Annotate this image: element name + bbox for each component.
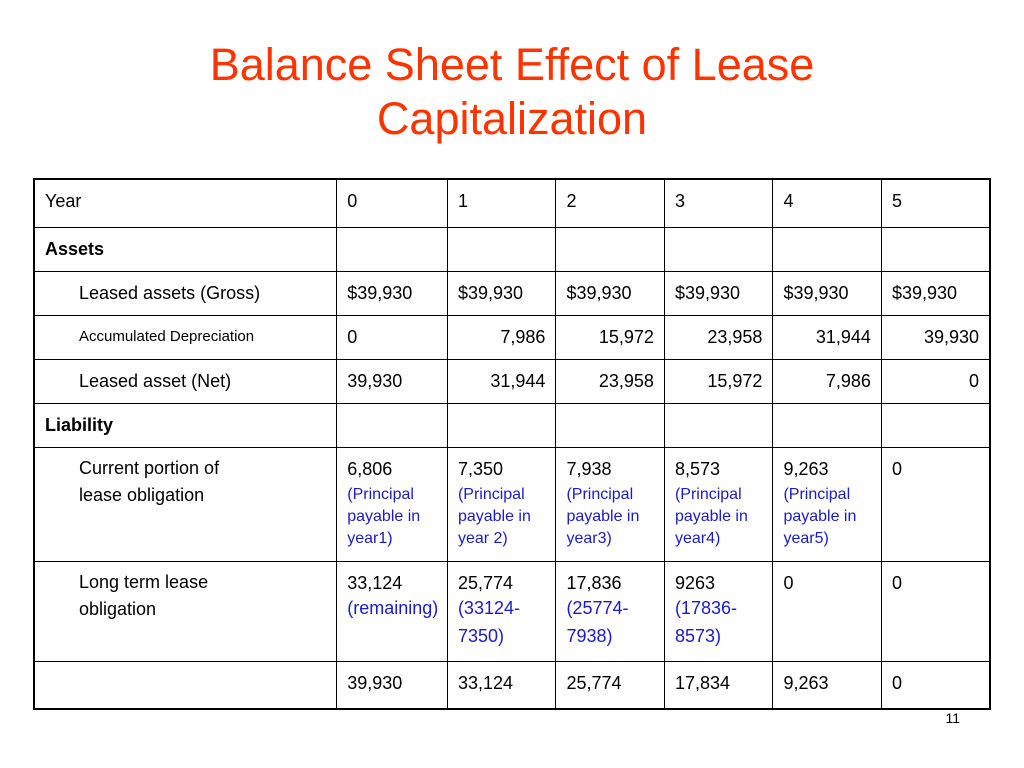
- table-cell: 39,930: [337, 359, 448, 403]
- table-row-current-portion: [34, 447, 990, 561]
- row-label-line: Current portion of: [79, 457, 220, 478]
- table-cell: 31,944: [447, 359, 556, 403]
- cell-value: 7,938: [566, 458, 612, 479]
- cell-value: 0: [891, 572, 902, 593]
- table-cell: 39,930: [337, 661, 448, 709]
- table-cell: [664, 447, 773, 561]
- cell-value: 0: [783, 572, 794, 593]
- section-label-liability: Liability: [34, 403, 337, 447]
- cell-note: (Principal payable in year4): [674, 485, 748, 547]
- table-row-assets: [34, 227, 990, 271]
- cell-note: (remaining): [347, 597, 439, 618]
- row-label: [34, 561, 337, 661]
- cell-note: (17836-8573): [674, 597, 737, 646]
- section-label-assets: Assets: [34, 227, 337, 271]
- table-cell: [337, 561, 448, 661]
- cell-value: 7,350: [457, 458, 503, 479]
- slide-title: [0, 38, 1024, 146]
- title-line-2: Capitalization: [376, 93, 648, 144]
- table-row-year: [34, 179, 990, 227]
- header-cell: Year: [34, 179, 337, 227]
- row-label-line: lease obligation: [79, 484, 205, 505]
- header-cell: 2: [556, 179, 665, 227]
- cell-value: 25,774: [457, 572, 513, 593]
- header-cell: 4: [773, 179, 882, 227]
- table-row-total: [34, 661, 990, 709]
- cell-value: 9263: [674, 572, 715, 593]
- table-cell: 0: [881, 661, 990, 709]
- table-cell: [337, 447, 448, 561]
- table-row-leased-net: [34, 359, 990, 403]
- page-number: 11: [945, 710, 960, 726]
- table-cell: [447, 561, 556, 661]
- cell-value: 6,806: [347, 458, 393, 479]
- table-cell: [773, 447, 882, 561]
- title-line-1: Balance Sheet Effect of Lease: [209, 39, 815, 90]
- table-row-long-term: [34, 561, 990, 661]
- row-label: Leased asset (Net): [34, 359, 337, 403]
- table-cell: 23,958: [556, 359, 665, 403]
- cell-note: (33124-7350): [457, 597, 520, 646]
- cell-note: (Principal payable in year3): [566, 485, 640, 547]
- table-cell: 33,124: [447, 661, 556, 709]
- cell-value: 17,836: [566, 572, 622, 593]
- cell-value: 9,263: [783, 458, 829, 479]
- cell-note: (Principal payable in year5): [783, 485, 857, 547]
- table-cell: [664, 561, 773, 661]
- table-cell: 17,834: [664, 661, 773, 709]
- row-label-line: Long term lease: [79, 571, 209, 592]
- cell-note: (Principal payable in year1): [347, 485, 421, 547]
- row-label: [34, 661, 337, 709]
- row-label-line: obligation: [79, 598, 157, 619]
- table-cell: [881, 561, 990, 661]
- cell-value: 8,573: [674, 458, 720, 479]
- header-cell: 5: [881, 179, 990, 227]
- table-cell: 7,986: [447, 315, 556, 359]
- table-cell: [556, 561, 665, 661]
- table-cell: $39,930: [881, 271, 990, 315]
- table-row-leased-gross: [34, 271, 990, 315]
- table-cell: [556, 447, 665, 561]
- table-cell: 39,930: [881, 315, 990, 359]
- table-row-accum-dep: [34, 315, 990, 359]
- header-cell: 1: [447, 179, 556, 227]
- row-label: Leased assets (Gross): [34, 271, 337, 315]
- row-label: [34, 447, 337, 561]
- table-cell: $39,930: [447, 271, 556, 315]
- table-cell: 0: [337, 315, 448, 359]
- table-cell: 25,774: [556, 661, 665, 709]
- cell-note: (Principal payable in year 2): [457, 485, 531, 547]
- table-cell: 9,263: [773, 661, 882, 709]
- row-label: Accumulated Depreciation: [34, 315, 337, 359]
- header-cell: 3: [664, 179, 773, 227]
- cell-note: (25774-7938): [566, 597, 629, 646]
- table-cell: [447, 447, 556, 561]
- table-cell: 23,958: [664, 315, 773, 359]
- table-cell: [773, 561, 882, 661]
- header-cell: 0: [337, 179, 448, 227]
- table-cell: 0: [881, 359, 990, 403]
- table-cell: 15,972: [664, 359, 773, 403]
- table-cell: 15,972: [556, 315, 665, 359]
- table-cell: 31,944: [773, 315, 882, 359]
- table-cell: $39,930: [556, 271, 665, 315]
- table-row-liability: [34, 403, 990, 447]
- table-cell: $39,930: [773, 271, 882, 315]
- table-cell: 7,986: [773, 359, 882, 403]
- table-cell: $39,930: [337, 271, 448, 315]
- cell-value: 33,124: [347, 572, 403, 593]
- cell-value: 0: [891, 458, 902, 479]
- table-cell: $39,930: [664, 271, 773, 315]
- table-cell: [881, 447, 990, 561]
- balance-sheet-table: [33, 178, 991, 710]
